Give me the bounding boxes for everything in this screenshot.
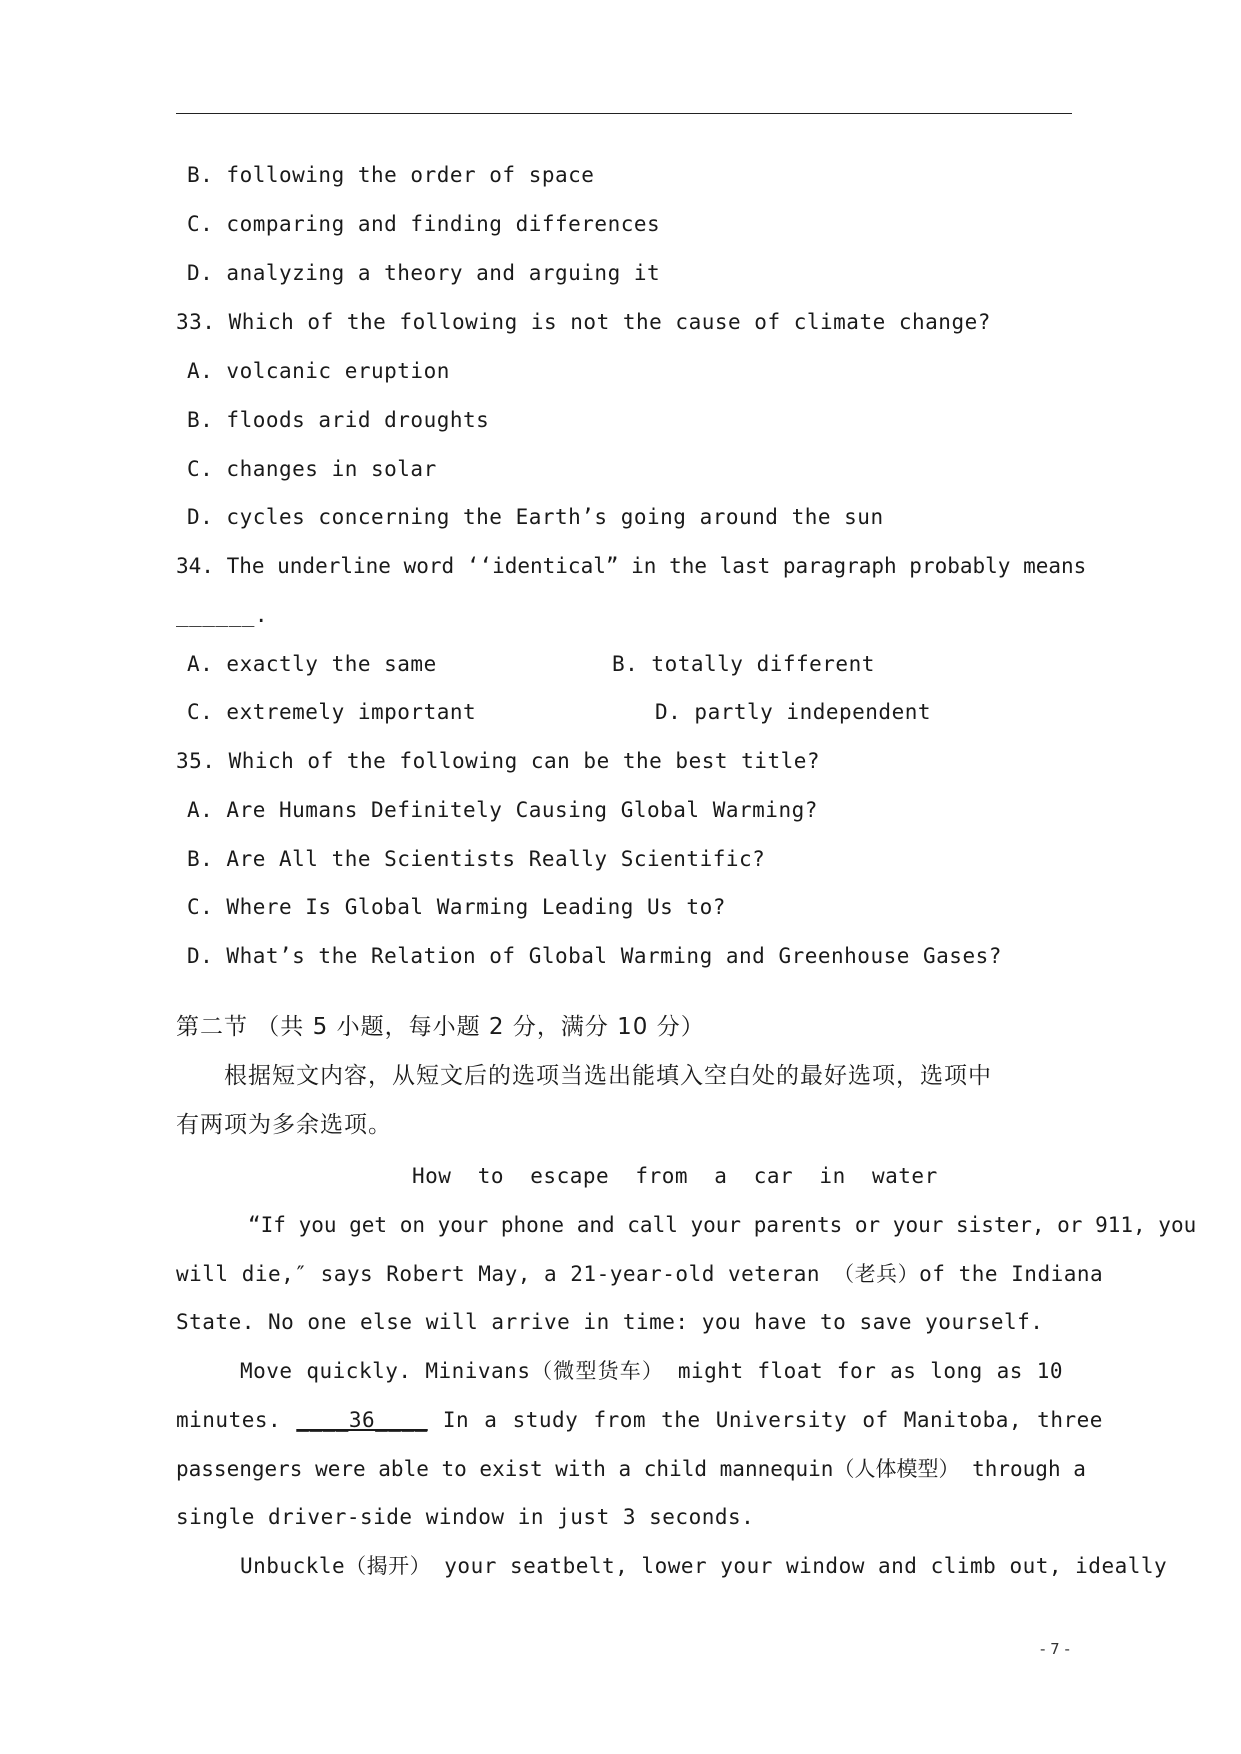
q33-option-a: A. volcanic eruption [187, 359, 450, 383]
q34-blank: ______. [176, 603, 269, 627]
q34-option-d: D. partly independent [655, 700, 932, 724]
passage-line: Unbuckle（揭开） your seatbelt, lower your window and climb out, ideally [240, 1554, 1168, 1578]
passage-line: State. No one else will arrive in time: you have to save yourself. [176, 1310, 1044, 1334]
q35-option-c: C. Where Is Global Warming Leading Us to? [187, 895, 726, 919]
section-instructions-2: 有两项为多余选项。 [176, 1112, 392, 1138]
passage-line-with-blank [176, 1406, 1103, 1434]
q33-option-c: C. changes in solar [187, 457, 437, 481]
header-rule [176, 113, 1072, 114]
q34-option-b: B. totally different [612, 652, 875, 676]
passage-line: single driver-side window in just 3 seconds. [176, 1505, 755, 1529]
passage-text: In a study from the University of Manitoba, three [427, 1408, 1103, 1432]
blank-36: ____36____ [296, 1408, 428, 1432]
q32-option-d: D. analyzing a theory and arguing it [187, 261, 661, 285]
q35-stem: 35. Which of the following can be the best title? [176, 749, 821, 773]
q33-option-d: D. cycles concerning the Earth’s going around the sun [187, 505, 884, 529]
q34-option-c: C. extremely important [187, 700, 477, 724]
passage-line: Move quickly. Minivans（微型货车） might float for as long as 10 [240, 1359, 1063, 1383]
q33-stem: 33. Which of the following is not the cause of climate change? [176, 310, 991, 334]
q32-option-b: B. following the order of space [187, 163, 595, 187]
section-instructions-1: 根据短文内容，从短文后的选项当选出能填入空白处的最好选项，选项中 [224, 1063, 992, 1089]
q34-stem: 34. The underline word ‘‘identical” in the last paragraph probably means [176, 554, 1087, 578]
q35-option-a: A. Are Humans Definitely Causing Global Warming? [187, 798, 818, 822]
passage-text: minutes. [176, 1408, 297, 1432]
q33-option-b: B. floods arid droughts [187, 408, 490, 432]
passage-title: How to escape from a car in water [412, 1164, 938, 1188]
page-number: - 7 - [1040, 1640, 1070, 1658]
q32-option-c: C. comparing and finding differences [187, 212, 661, 236]
passage-line: passengers were able to exist with a child mannequin（人体模型） through a [176, 1457, 1086, 1481]
section-heading: 第二节 （共 5 小题，每小题 2 分，满分 10 分） [176, 1014, 705, 1040]
q35-option-b: B. Are All the Scientists Really Scientific? [187, 847, 766, 871]
passage-line: will die,″ says Robert May, a 21-year-old veteran （老兵）of the Indiana [176, 1262, 1104, 1286]
q35-option-d: D. What’s the Relation of Global Warming and Greenhouse Gases? [187, 944, 1002, 968]
q34-option-a: A. exactly the same [187, 652, 437, 676]
passage-line: “If you get on your phone and call your parents or your sister, or 911, you [248, 1213, 1197, 1237]
